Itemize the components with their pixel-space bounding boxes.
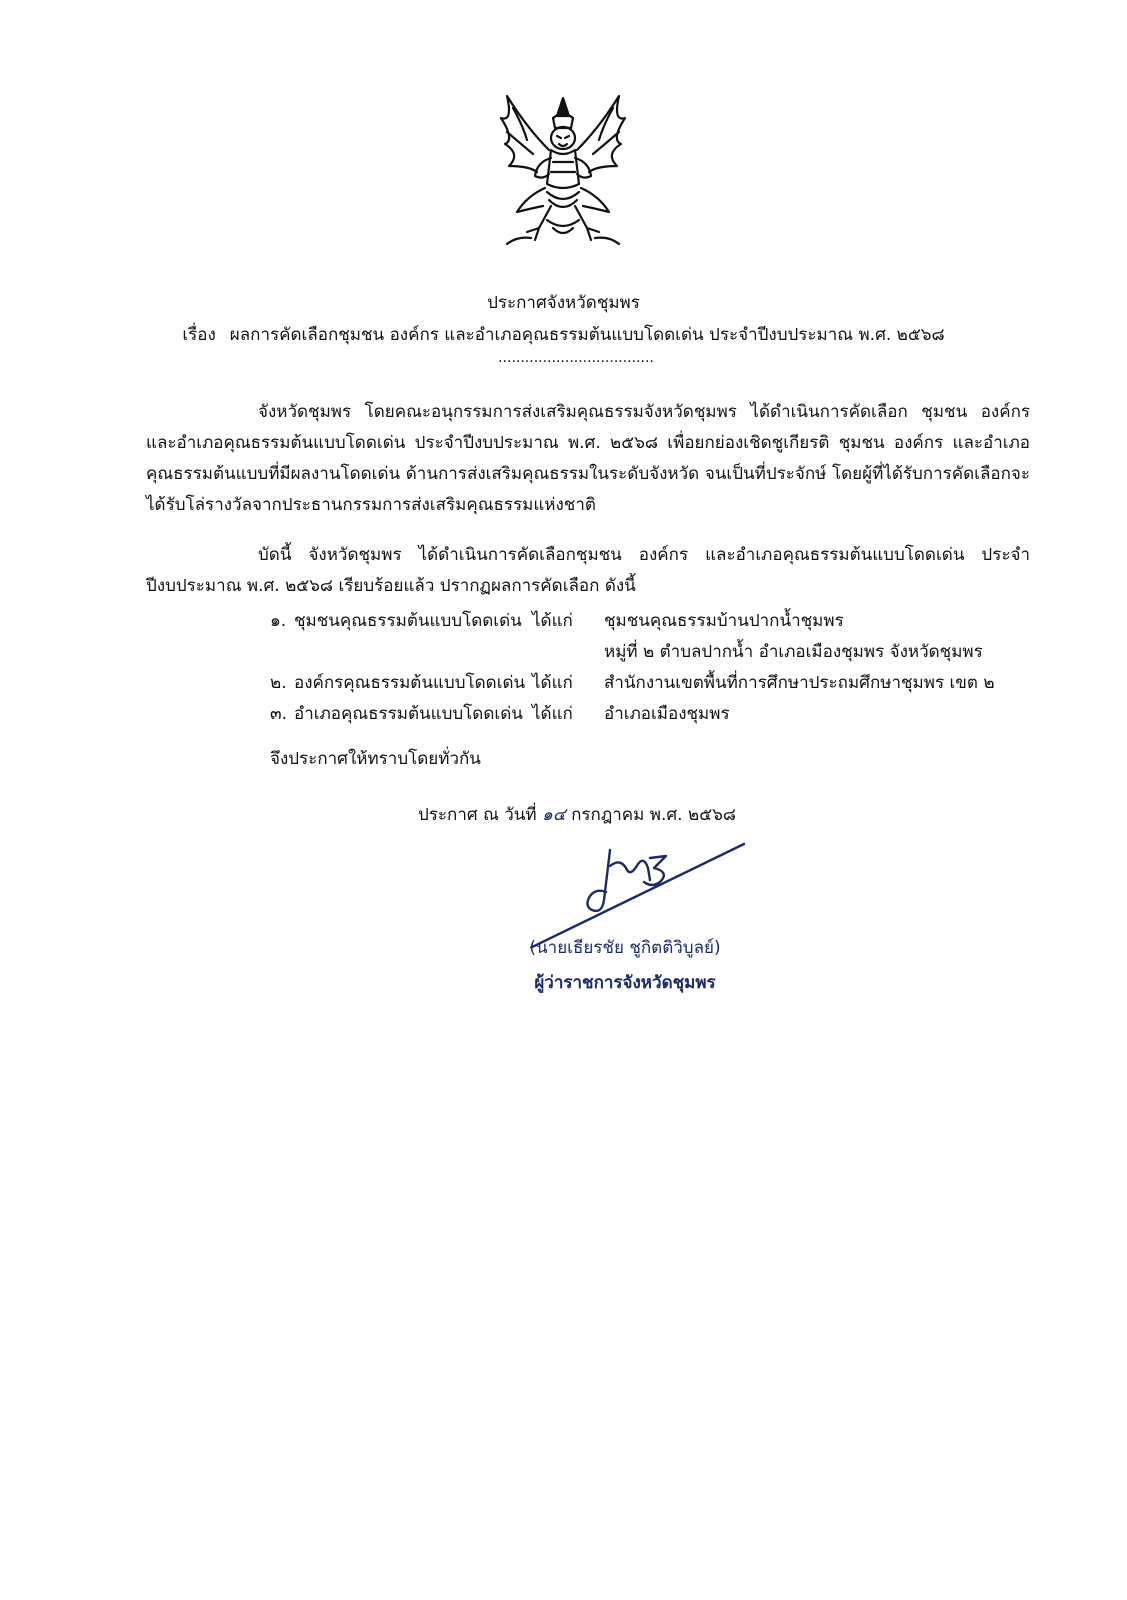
date-day: ๑๔ <box>542 805 566 825</box>
subject-line <box>0 322 1127 348</box>
item-number: ๓. <box>270 704 288 724</box>
list-item <box>270 699 1030 730</box>
item-category: อำเภอคุณธรรมต้นแบบโดดเด่น <box>294 704 523 724</box>
page-title: ประกาศจังหวัดชุมพร <box>487 293 640 313</box>
signer-position: ผู้ว่าราชการจังหวัดชุมพร <box>534 973 716 993</box>
signer-name: (นายเธียรชัย ชูกิตติวิบูลย์) <box>529 938 721 958</box>
date-prefix: ประกาศ ณ วันที่ <box>418 805 537 825</box>
closing-statement: จึงประกาศให้ทราบโดยทั่วกัน <box>270 749 481 769</box>
list-item <box>270 668 1030 699</box>
list-item <box>270 606 1030 637</box>
garuda-emblem-icon <box>487 88 639 258</box>
item-number: ๑. <box>270 611 287 631</box>
item-recipient: อำเภอเมืองชุมพร <box>604 704 730 724</box>
subject-label: เรื่อง <box>182 325 216 345</box>
item-awarded-label: ได้แก่ <box>532 704 573 724</box>
item-number: ๒. <box>270 673 287 693</box>
item-recipient-detail: หมู่ที่ ๒ ตำบลปากน้ำ อำเภอเมืองชุมพร จังหวัดชุมพร <box>604 642 983 662</box>
separator-line: ................................... <box>498 350 654 366</box>
handwritten-signature <box>530 838 770 948</box>
paragraph-intro: จังหวัดชุมพร โดยคณะอนุกรรมการส่งเสริมคุณธรรมจังหวัดชุมพร ได้ดำเนินการคัดเลือก ชุมชน องค์กร และอำเภอคุณธรรมต้นแบบโดดเด่น ประจำปีงบประมาณ พ.ศ. ๒๕๖๘ เพื่อยกย่องเชิดชูเกียรติ ชุมชน องค์กร และอำเภอคุณธรรมต้นแบบที่มีผลงานโดดเด่น ด้านการส่งเสริมคุณธรรมในระดับจังหวัด จนเป็นที่ประจักษ์ โดยผู้ที่ได้รับการคัดเลือกจะได้รับโล่รางวัลจากประธานกรรมการส่งเสริมคุณธรรมแห่งชาติ <box>146 402 1030 515</box>
list-item-detail <box>270 637 1030 668</box>
item-awarded-label: ได้แก่ <box>532 673 573 693</box>
results-list <box>270 606 1030 730</box>
item-category: ชุมชนคุณธรรมต้นแบบโดดเด่น <box>294 611 522 631</box>
date-month-year: กรกฎาคม พ.ศ. ๒๕๖๘ <box>571 805 736 825</box>
item-recipient: ชุมชนคุณธรรมบ้านปากน้ำชุมพร <box>604 611 844 631</box>
item-awarded-label: ได้แก่ <box>532 611 573 631</box>
item-recipient: สำนักงานเขตพื้นที่การศึกษาประถมศึกษาชุมพร เขต ๒ <box>604 673 995 693</box>
item-category: องค์กรคุณธรรมต้นแบบโดดเด่น <box>294 673 526 693</box>
subject-text: ผลการคัดเลือกชุมชน องค์กร และอำเภอคุณธรรมต้นแบบโดดเด่น ประจำปีงบประมาณ พ.ศ. ๒๕๖๘ <box>229 325 945 345</box>
paragraph-result-intro: บัดนี้ จังหวัดชุมพร ได้ดำเนินการคัดเลือกชุมชน องค์กร และอำเภอคุณธรรมต้นแบบโดดเด่น ประจำปีงบประมาณ พ.ศ. ๒๕๖๘ เรียบร้อยแล้ว ปรากฏผลการคัดเลือก ดังนี้ <box>146 545 1030 596</box>
announcement-date <box>418 802 736 828</box>
